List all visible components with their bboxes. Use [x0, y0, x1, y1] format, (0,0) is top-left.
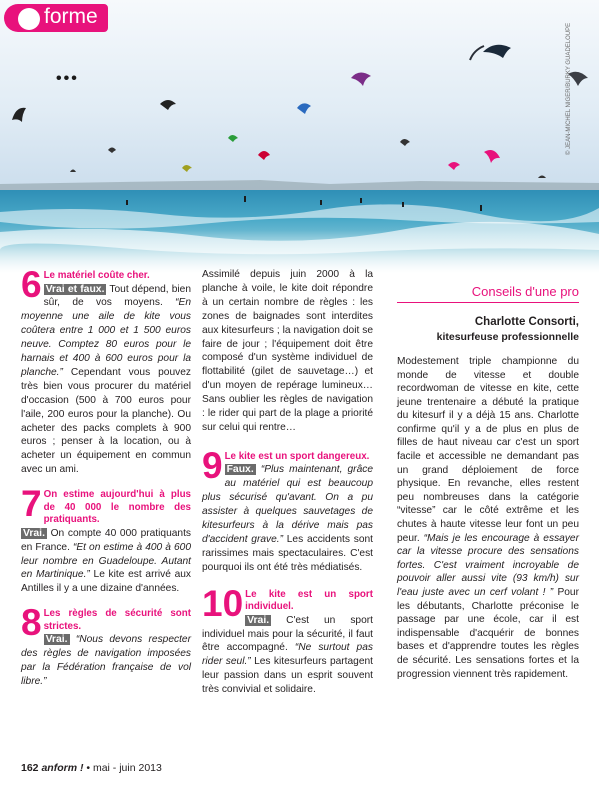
pro-advice-box: [397, 285, 579, 681]
point-heading: Le kite est un sport dangereux.: [224, 450, 370, 462]
point-number: 10: [202, 582, 244, 624]
pro-name: Charlotte Consorti,: [474, 315, 579, 328]
point-quote: “En moyenne une aile de kite vous coûtera entre 1 000 et 1 500 euros neuve. Comptez 80 euros pour le harnais et 400 à 600 euros pour la planche.”: [21, 297, 191, 378]
point-text: Les accidents sont rarissimes mais spectaculaires. C'est pourquoi ils ont été très médiatisés.: [202, 533, 373, 573]
point-quote: “Nous devons respecter des règles de navigation imposées par la Fédération française de vol libre.”: [21, 634, 191, 687]
verdict-tag: Faux.: [226, 464, 254, 476]
section-dot-icon: [18, 8, 40, 30]
kitesurf-photo: [0, 0, 599, 273]
point-text: Tout dépend, bien sûr, de vos moyens.: [43, 283, 191, 309]
magazine-name: anform !: [41, 762, 84, 774]
verdict-tag: Vrai.: [45, 634, 68, 646]
issue-date: • mai - juin 2013: [83, 762, 162, 774]
kitesurf-scene: [0, 0, 599, 273]
verdict-tag: Vrai et faux.: [45, 283, 105, 295]
verdict-tag: Vrai.: [247, 614, 270, 626]
point-quote: “Et on estime à 400 à 600 leur nombre en Guadeloupe. Autant en Martinique.”: [21, 541, 191, 581]
point-number: 7: [21, 483, 42, 525]
pro-body: [397, 355, 579, 681]
point-heading: Le matériel coûte cher.: [43, 270, 150, 281]
point-text: Les kitesurfeurs partagent leur passion dans un esprit souvent très convivial et solidaire.: [202, 656, 373, 696]
rules-paragraph: Assimilé depuis juin 2000 à la planche à voile, le kite doit répondre à un certain nombre de règles : les zones de baignades sont interdites aux kitesurfeurs ; la navigation doit se faire de jour ; l'équipement doit être composé d'un système individuel de flottabilité (gilet de sauvetage…) et d'un moyen de repérage lumineux… Sans oublier les règles de navigation : le rider qui part de la plage a priorité sur celui qui rentre…: [202, 269, 373, 433]
point-text: On compte 40 000 pratiquants en France.: [21, 527, 191, 553]
column-1: [21, 264, 192, 691]
photo-credit: © JEAN-MICHEL NIGER/BURKY GUADELOUPE: [566, 22, 572, 155]
point-quote: “Plus maintenant, grâce au matériel qui est beaucoup plus sécurisé qu'avant. On a pu assister à quelques sauvetages de kitesurfeurs à la dérive mais pas d'accident grave.”: [202, 464, 373, 545]
verdict-tag: Vrai.: [23, 527, 45, 539]
point-heading: Les règles de sécurité sont strictes.: [43, 608, 191, 632]
point-7: [21, 483, 192, 596]
point-heading: Le kite est un sport individuel.: [245, 588, 373, 613]
point-number: 9: [202, 444, 223, 486]
point-text: Cependant vous pouvez très bien vous procurer du matériel d'occasion (500 à 700 euros pour l'aile, 200 euros pour la planche). Ou acheter des packs complets à 900 euros ; penser à la location, ou à acheter un équipement en commun avec un ami.: [21, 366, 191, 476]
pro-text: Modestement triple championne du monde de vitesse et double recordwoman de vitesse en kite, cette jeune trentenaire a débuté la pratique du kitesurf il y a déjà 15 ans. Charlotte confirme qu'il y a de plus en plus de filles de haut niveau car c'est un sport facile et accessible ne demandant pas un grand déploiement de force physique. En revanche, elles restent peu nombreuses dans la catégorie “vitesse” car le côté extrême et les chutes à haute vitesse leur font un peu peur.: [397, 355, 579, 544]
point-6: [21, 264, 191, 477]
dots-ornament: •••: [56, 70, 79, 87]
page-footer: [21, 762, 162, 774]
point-quote: “Ne surtout pas rider seul.”: [202, 642, 373, 668]
pro-quote: “Mais je les encourage à essayer car la vitesse procure des sensations fortes. C'est vraiment incroyable de pouvoir aller aussi vite (93 km/h) sur l'eau juste avec un cerf volant ! ”: [397, 532, 579, 598]
column-2: [202, 268, 373, 699]
point-9: [202, 444, 373, 575]
point-text: C'est un sport individuel mais pour la sécurité, il faut être accompagné.: [202, 614, 373, 654]
point-10: [202, 582, 373, 697]
section-title: forme: [44, 5, 98, 28]
section-header: [4, 4, 108, 32]
point-number: 6: [21, 264, 42, 305]
point-8: [21, 602, 191, 689]
page-number: 162: [21, 762, 39, 774]
point-heading: On estime aujourd'hui à plus de 40 000 le nombre des pratiquants.: [43, 489, 191, 526]
point-text: Le kite est arrivé aux Antilles il y a une dizaine d'années.: [21, 569, 192, 595]
pro-text: Pour les débutants, Charlotte préconise le passage par une école, car il est indispensable d'acquérir de bonnes bases et d'apprendre toutes les règles de sécurité. Les sensations fortes et la progression viennent très rapidement.: [397, 587, 579, 680]
pro-role: kitesurfeuse professionnelle: [436, 330, 579, 343]
pro-advice-title: Conseils d'une pro: [397, 285, 579, 303]
point-number: 8: [21, 602, 42, 644]
